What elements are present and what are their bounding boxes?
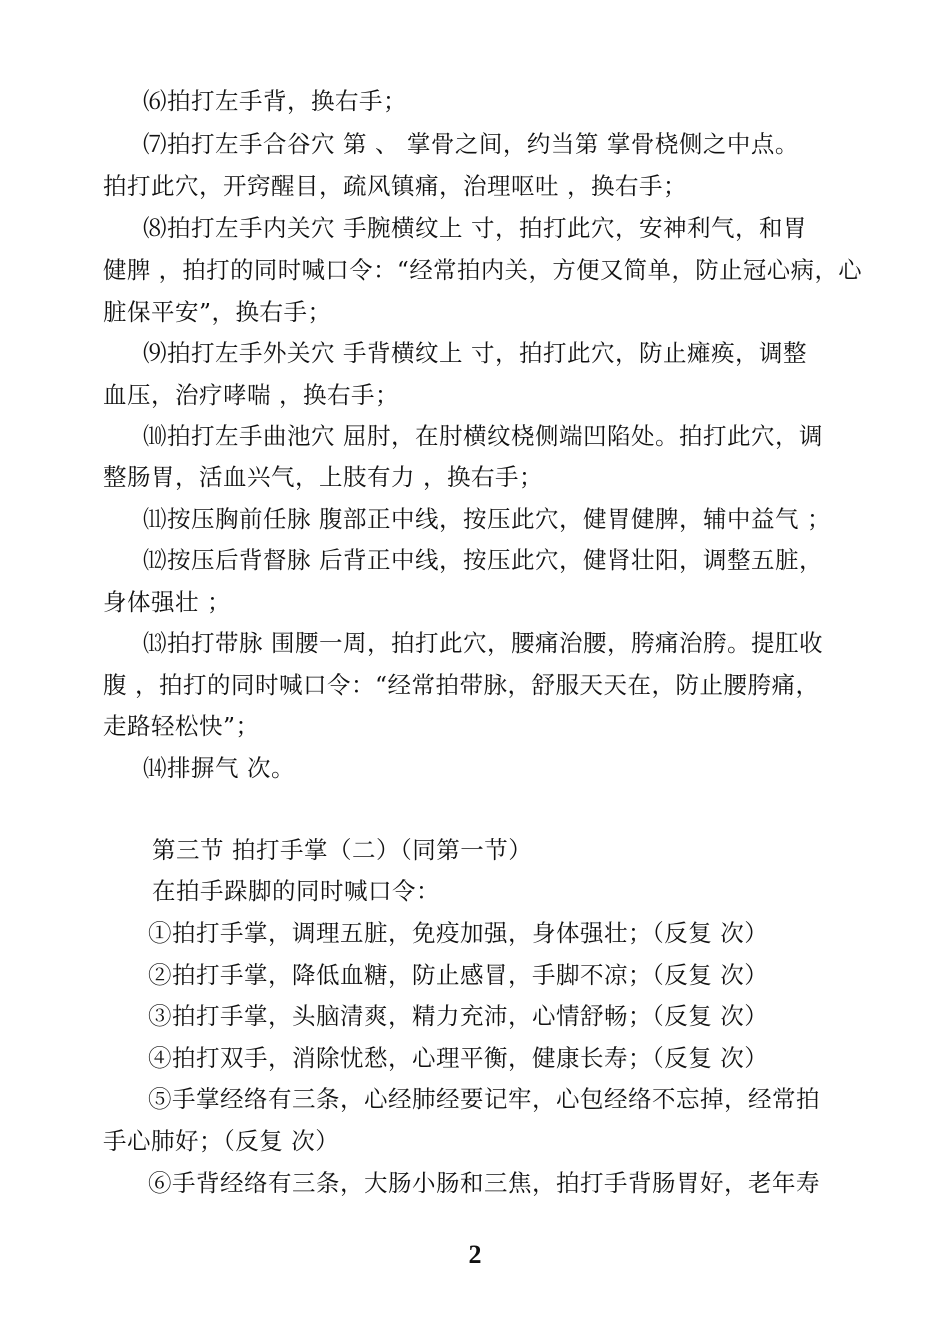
- text-line: ⑻拍打左手内关穴 手腕横纹上 寸，拍打此穴，安神利气，和胃: [143, 214, 807, 242]
- text-line: 在拍手跺脚的同时喊口令：: [152, 877, 440, 905]
- text-line: 走路轻松快”；: [103, 712, 260, 740]
- text-line: ②拍打手掌，降低血糖，防止感冒，手脚不凉；（反复 次）: [148, 961, 769, 989]
- text-line: 腹 ，拍打的同时喊口令：“经常拍带脉，舒服天天在，防止腰胯痛，: [103, 671, 820, 699]
- text-line: ⑽拍打左手曲池穴 屈肘，在肘横纹桡侧端凹陷处。拍打此穴，调: [143, 422, 823, 450]
- text-line: ⑼拍打左手外关穴 手背横纹上 寸，拍打此穴，防止瘫痪，调整: [143, 339, 807, 367]
- text-line: ⑤手掌经络有三条，心经肺经要记牢，心包经络不忘掉，经常拍: [148, 1085, 820, 1113]
- text-line: ⒁排摒气 次。: [143, 754, 295, 782]
- page-number: 2: [468, 1240, 482, 1269]
- text-line: 整肠胃，活血兴气，上肢有力 ，换右手；: [103, 463, 543, 491]
- text-line: 健脾 ，拍打的同时喊口令：“经常拍内关，方便又简单，防止冠心病，心: [103, 256, 863, 284]
- section-heading: 第三节 拍打手掌（二）（同第一节）: [152, 836, 533, 864]
- text-line: ④拍打双手，消除忧愁，心理平衡，健康长寿；（反复 次）: [148, 1044, 769, 1072]
- text-line: 血压，治疗哮喘 ，换右手；: [103, 381, 399, 409]
- text-line: 拍打此穴，开窍醒目，疏风镇痛，治理呕吐 ，换右手；: [103, 172, 687, 200]
- text-line: 脏保平安”，换右手；: [103, 298, 332, 326]
- text-line: ⑺拍打左手合谷穴 第 、 掌骨之间，约当第 掌骨桡侧之中点。: [143, 130, 799, 158]
- text-line: ⑿按压后背督脉 后背正中线，按压此穴，健肾壮阳，调整五脏，: [143, 546, 823, 574]
- text-line: ⒀拍打带脉 围腰一周，拍打此穴，腰痛治腰，胯痛治胯。提肛收: [143, 629, 823, 657]
- text-line: 手心肺好；（反复 次）: [103, 1127, 340, 1155]
- text-line: ⑹拍打左手背，换右手；: [143, 87, 407, 115]
- text-line: ③拍打手掌，头脑清爽，精力充沛，心情舒畅；（反复 次）: [148, 1002, 769, 1030]
- text-line: ①拍打手掌，调理五脏，免疫加强，身体强壮；（反复 次）: [148, 919, 769, 947]
- text-line: ⑾按压胸前任脉 腹部正中线，按压此穴，健胃健脾，辅中益气 ；: [143, 505, 831, 533]
- text-line: 身体强壮 ；: [103, 588, 231, 616]
- text-line: ⑥手背经络有三条，大肠小肠和三焦，拍打手背肠胃好，老年寿: [148, 1169, 820, 1197]
